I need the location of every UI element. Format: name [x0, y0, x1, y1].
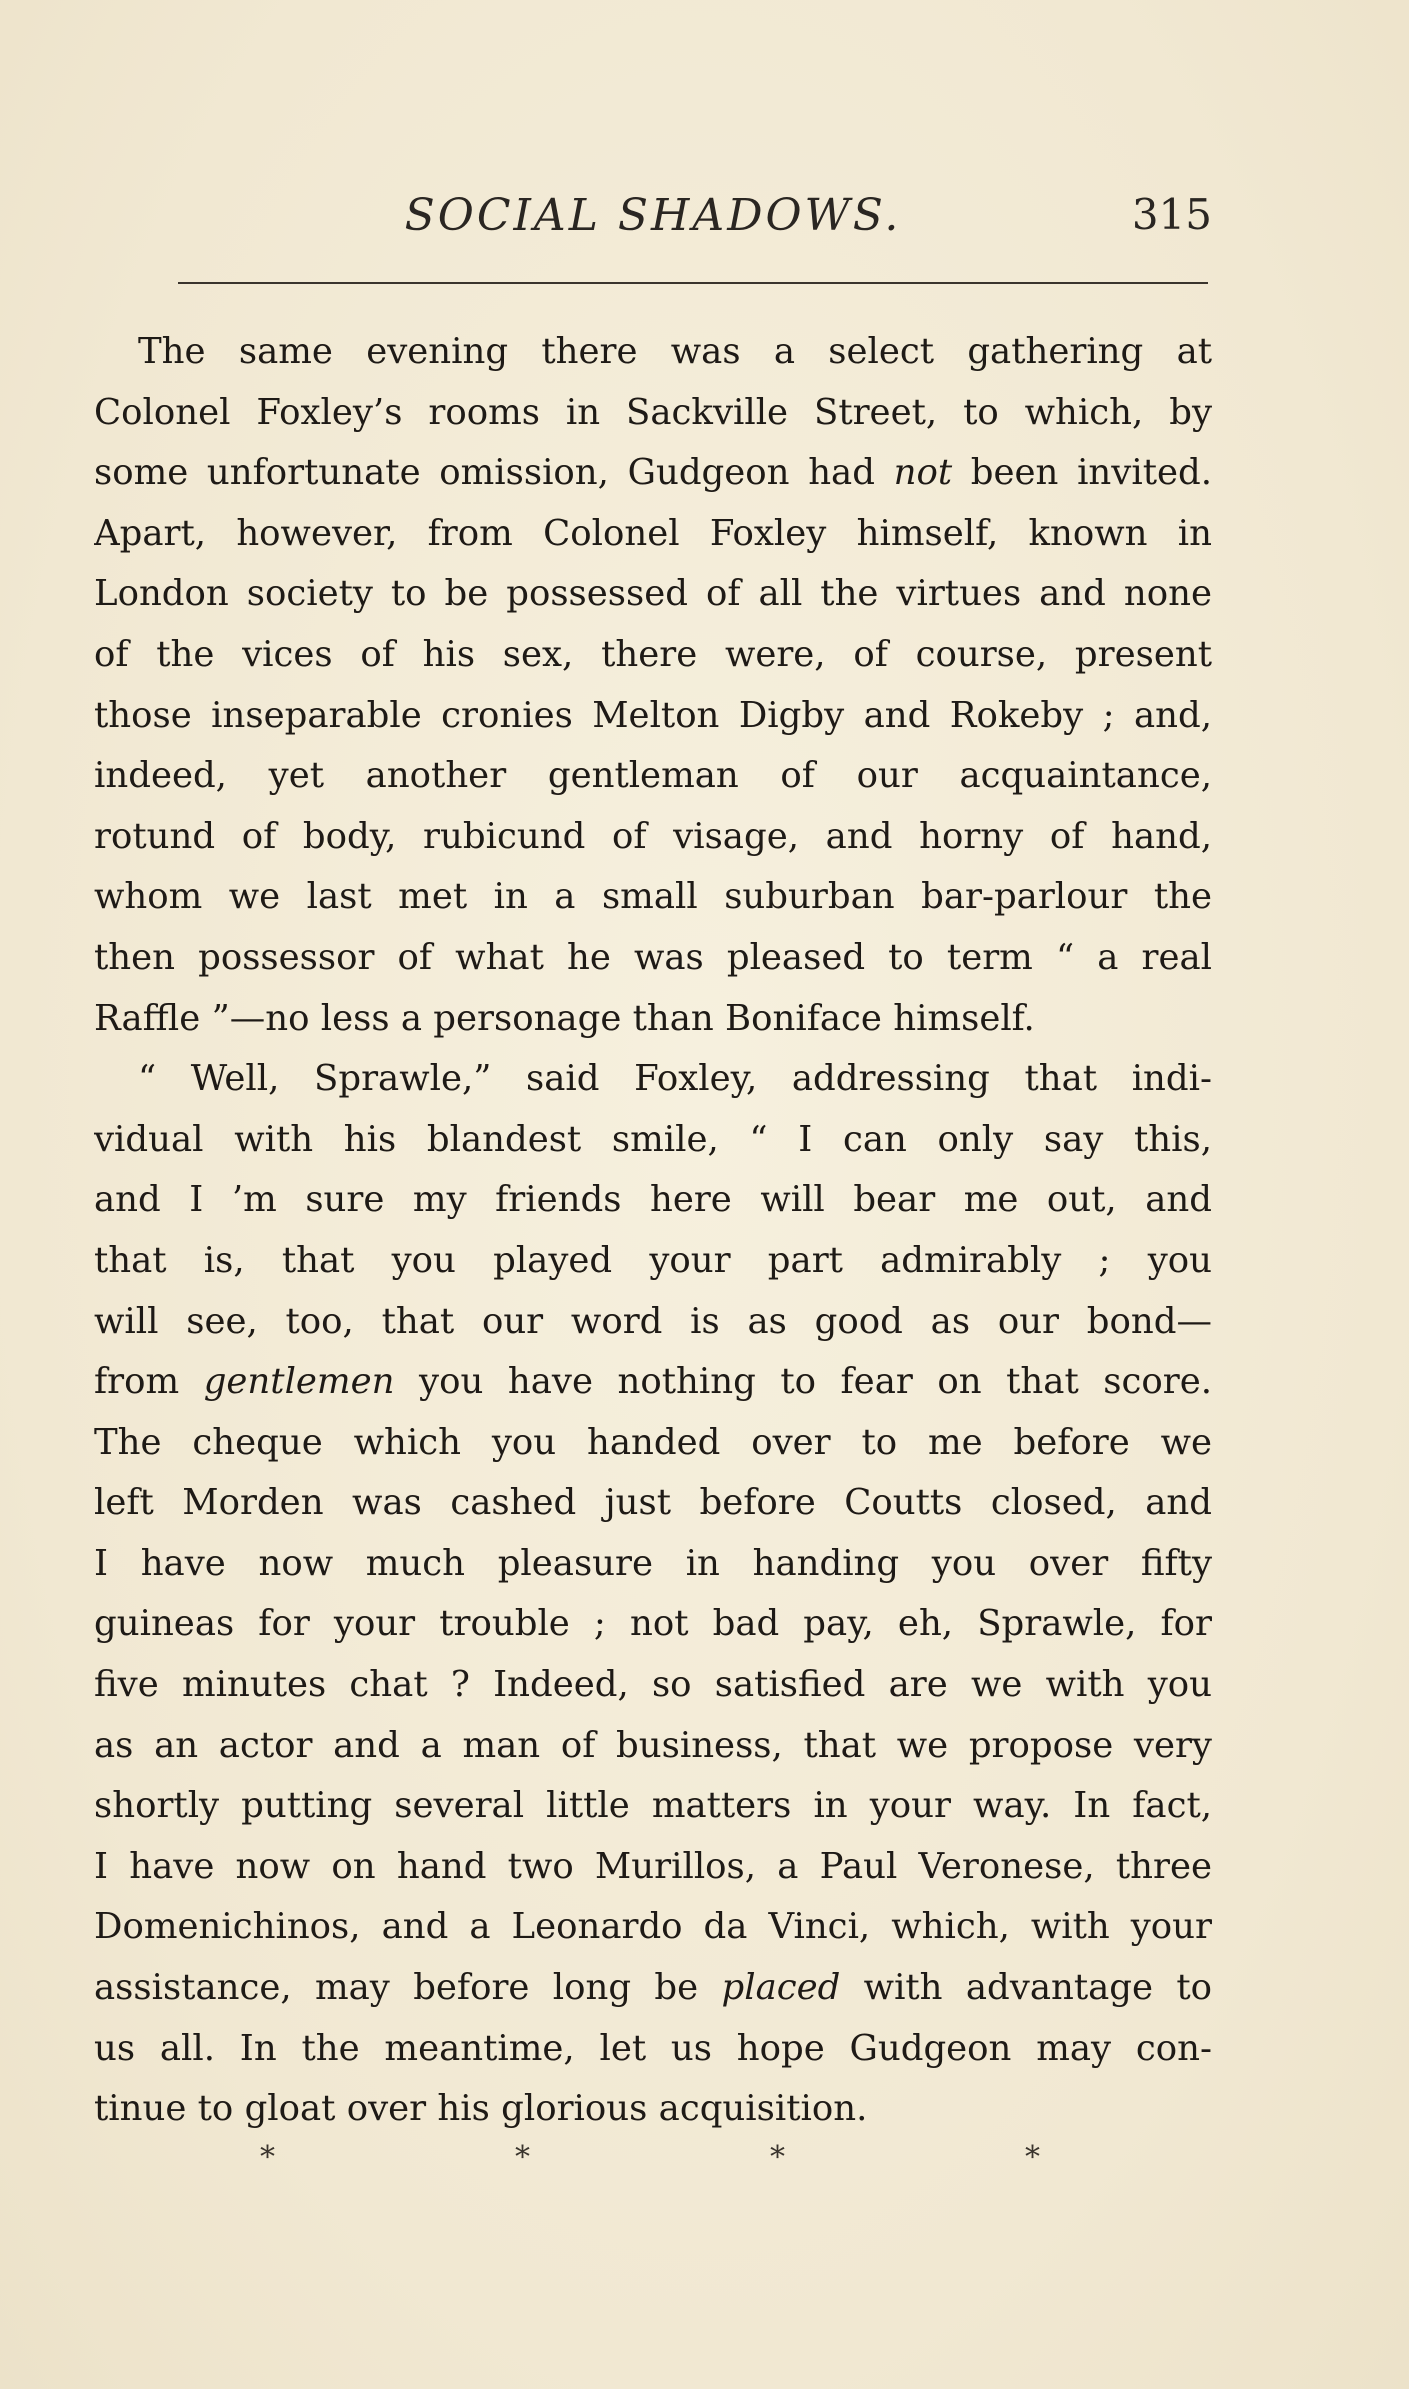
asterism: * — [1025, 2140, 1040, 2175]
text-line: those inseparable cronies Melton Digby and Rokeby ; and, — [94, 694, 1212, 736]
page-header — [94, 190, 1212, 250]
text-segment: with advantage to — [840, 1967, 1212, 2009]
text-line: Apart, however, from Colonel Foxley himself, known in — [94, 512, 1212, 554]
text-line: us all. In the meantime, let us hope Gudgeon may con- — [94, 2027, 1212, 2069]
text-line: “ Well, Sprawle,” said Foxley, addressing that indi- — [138, 1058, 1212, 1100]
text-segment: assistance, may before long be — [94, 1967, 722, 2009]
text-line: tinue to gloat over his glorious acquisition. — [94, 2088, 868, 2130]
text-line: left Morden was cashed just before Coutts closed, and — [94, 1482, 1212, 1524]
text-line: then possessor of what he was pleased to term “ a real — [94, 936, 1212, 978]
text-line — [94, 443, 1212, 504]
text-line: The cheque which you handed over to me before we — [94, 1421, 1212, 1463]
text-line: London society to be possessed of all the virtues and none — [94, 573, 1212, 615]
text-line: Domenichinos, and a Leonardo da Vinci, which, with your — [94, 1906, 1212, 1948]
text-line: Colonel Foxley’s rooms in Sackville Street, to which, by — [94, 391, 1212, 433]
text-line: of the vices of his sex, there were, of course, present — [94, 633, 1212, 675]
text-line: shortly putting several little matters in your way. In fact, — [94, 1785, 1212, 1827]
text-segment: been invited. — [952, 452, 1212, 494]
text-line: will see, too, that our word is as good as our bond— — [94, 1300, 1212, 1342]
emphasis: not — [893, 452, 953, 494]
text-line: I have now on hand two Murillos, a Paul Veronese, three — [94, 1845, 1212, 1887]
text-line: indeed, yet another gentleman of our acquaintance, — [94, 755, 1212, 797]
running-title: SOCIAL SHADOWS. — [404, 190, 902, 241]
asterism: * — [770, 2140, 785, 2175]
asterism: * — [260, 2140, 275, 2175]
text-line: whom we last met in a small suburban bar-parlour the — [94, 876, 1212, 918]
text-line: The same evening there was a select gathering at — [138, 331, 1212, 372]
text-segment: from — [94, 1361, 204, 1403]
text-line — [94, 1352, 1212, 1413]
text-line: guineas for your trouble ; not bad pay, eh, Sprawle, for — [94, 1603, 1212, 1645]
header-rule — [178, 282, 1208, 284]
section-break — [260, 2140, 1040, 2175]
text-line: Raffle ”—no less a personage than Boniface himself. — [94, 997, 1035, 1039]
text-line: as an actor and a man of business, that we propose very — [94, 1724, 1212, 1766]
emphasis: placed — [721, 1967, 841, 2009]
text-line: vidual with his blandest smile, “ I can only say this, — [94, 1118, 1212, 1160]
text-line: five minutes chat ? Indeed, so satisfied are we with you — [94, 1664, 1212, 1706]
text-line: I have now much pleasure in handing you over fifty — [94, 1542, 1212, 1584]
asterism: * — [515, 2140, 530, 2175]
text-segment: some unfortunate omission, Gudgeon had — [94, 452, 894, 494]
text-line — [94, 1958, 1212, 2019]
page-number: 315 — [1131, 190, 1212, 239]
text-segment: you have nothing to fear on that score. — [394, 1361, 1212, 1403]
text-line: rotund of body, rubicund of visage, and horny of hand, — [94, 815, 1212, 857]
text-line: that is, that you played your part admirably ; you — [94, 1239, 1212, 1281]
text-line: and I ’m sure my friends here will bear me out, and — [94, 1179, 1212, 1221]
body-text — [94, 322, 1212, 2140]
emphasis: gentlemen — [203, 1361, 395, 1403]
